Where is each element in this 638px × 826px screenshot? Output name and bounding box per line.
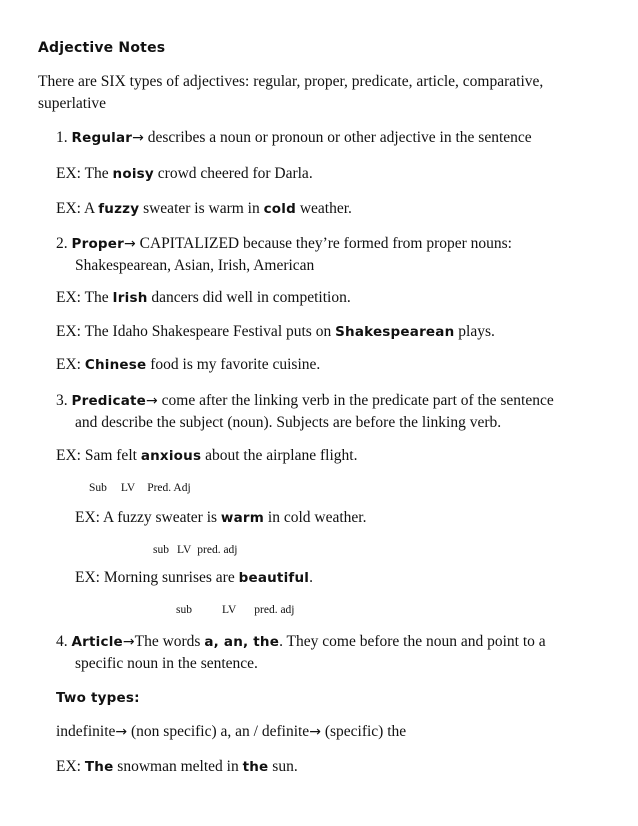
example-adjective: fuzzy — [98, 201, 140, 217]
predicate-example-1 — [56, 446, 357, 466]
list-number: 1. — [56, 129, 68, 146]
grammar-labels-3 — [176, 600, 295, 620]
type-indefinite: indefinite — [56, 723, 116, 740]
article-definition — [56, 632, 546, 652]
regular-example-1 — [56, 164, 313, 184]
label-predicate-adjective: pred. adj — [197, 544, 238, 556]
example-adjective: Chinese — [84, 357, 147, 373]
definition-text: . They come before the noun and point to a — [279, 633, 546, 650]
list-number: 4. — [56, 633, 68, 650]
example-text: EX: A fuzzy sweater is — [75, 509, 221, 526]
example-text: crowd cheered for Darla. — [153, 165, 313, 182]
label-predicate-adjective: Pred. Adj — [147, 482, 191, 494]
example-text: about the airplane flight. — [201, 447, 358, 464]
example-text: . — [309, 569, 314, 586]
example-text: EX: The Idaho Shakespeare Festival puts on — [56, 323, 336, 340]
arrow-icon: → — [122, 634, 135, 650]
article-types-line — [56, 722, 406, 742]
term-article: Article — [71, 634, 123, 650]
example-text: EX: The — [56, 165, 113, 182]
regular-definition — [56, 128, 532, 148]
definition-text: come after the linking verb in the predicate part of the sentence — [157, 392, 554, 409]
example-text: EX: A — [56, 200, 99, 217]
definition-text: The words — [134, 633, 205, 650]
label-linking-verb: LV — [221, 604, 237, 616]
example-text: EX: The — [56, 289, 113, 306]
label-subject: Sub — [89, 482, 107, 494]
intro-line-1: There are SIX types of adjectives: regular, proper, predicate, article, comparative, — [38, 73, 544, 90]
definition-text: describes a noun or pronoun or other adjective in the sentence — [143, 129, 532, 146]
example-adjective: warm — [220, 510, 265, 526]
example-text: food is my favorite cuisine. — [146, 356, 321, 373]
proper-definition — [56, 234, 512, 254]
arrow-icon: → — [146, 393, 158, 409]
two-types-heading: Two types: — [56, 690, 140, 706]
example-text: EX: — [56, 356, 85, 373]
example-text: EX: — [56, 758, 85, 775]
label-linking-verb: LV — [176, 544, 192, 556]
term-predicate: Predicate — [71, 393, 147, 409]
example-text: plays. — [454, 323, 495, 340]
example-text: dancers did well in competition. — [147, 289, 351, 306]
label-subject: sub — [153, 544, 169, 556]
predicate-definition-line-2: and describe the subject (noun). Subjects are before the linking verb. — [75, 414, 502, 431]
regular-example-2 — [56, 199, 352, 219]
label-subject: sub — [176, 604, 192, 616]
definition-text: CAPITALIZED because they’re formed from proper nouns: — [135, 235, 512, 252]
proper-example-1 — [56, 288, 351, 308]
intro-line-2: superlative — [38, 95, 107, 112]
type-text: (non specific) a, an / definite — [127, 723, 310, 740]
example-text: sun. — [268, 758, 298, 775]
example-adjective: anxious — [140, 448, 202, 464]
example-text: snowman melted in — [113, 758, 243, 775]
grammar-labels-2 — [153, 540, 238, 560]
proper-example-3 — [56, 355, 320, 375]
example-text: sweater is warm in — [139, 200, 264, 217]
predicate-definition — [56, 391, 554, 411]
example-text: in cold weather. — [264, 509, 367, 526]
article-example — [56, 757, 298, 777]
grammar-labels-1 — [89, 478, 191, 498]
list-number: 2. — [56, 235, 68, 252]
example-adjective: noisy — [112, 166, 154, 182]
type-text: (specific) the — [320, 723, 407, 740]
arrow-icon: → — [132, 130, 144, 146]
example-adjective: beautiful — [238, 570, 310, 586]
label-linking-verb: LV — [120, 482, 136, 494]
arrow-icon: → — [115, 724, 128, 740]
term-regular: Regular — [71, 130, 133, 146]
article-definition-line-2: specific noun in the sentence. — [75, 655, 258, 672]
label-predicate-adjective: pred. adj — [254, 604, 295, 616]
example-text: weather. — [295, 200, 352, 217]
arrow-icon: → — [309, 724, 321, 740]
example-adjective: Irish — [112, 290, 148, 306]
arrow-icon: → — [124, 236, 136, 252]
proper-example-2 — [56, 322, 495, 342]
predicate-example-3 — [75, 568, 313, 588]
proper-definition-line-2: Shakespearean, Asian, Irish, American — [75, 257, 315, 274]
example-text: EX: Morning sunrises are — [75, 569, 239, 586]
predicate-example-2 — [75, 508, 366, 528]
term-proper: Proper — [71, 236, 125, 252]
example-adjective: the — [242, 759, 269, 775]
example-adjective: The — [84, 759, 114, 775]
example-adjective: Shakespearean — [335, 324, 455, 340]
example-text: EX: Sam felt — [56, 447, 141, 464]
article-words: a, an, the — [204, 634, 280, 650]
example-adjective: cold — [263, 201, 296, 217]
page-title: Adjective Notes — [38, 40, 166, 56]
list-number: 3. — [56, 392, 68, 409]
